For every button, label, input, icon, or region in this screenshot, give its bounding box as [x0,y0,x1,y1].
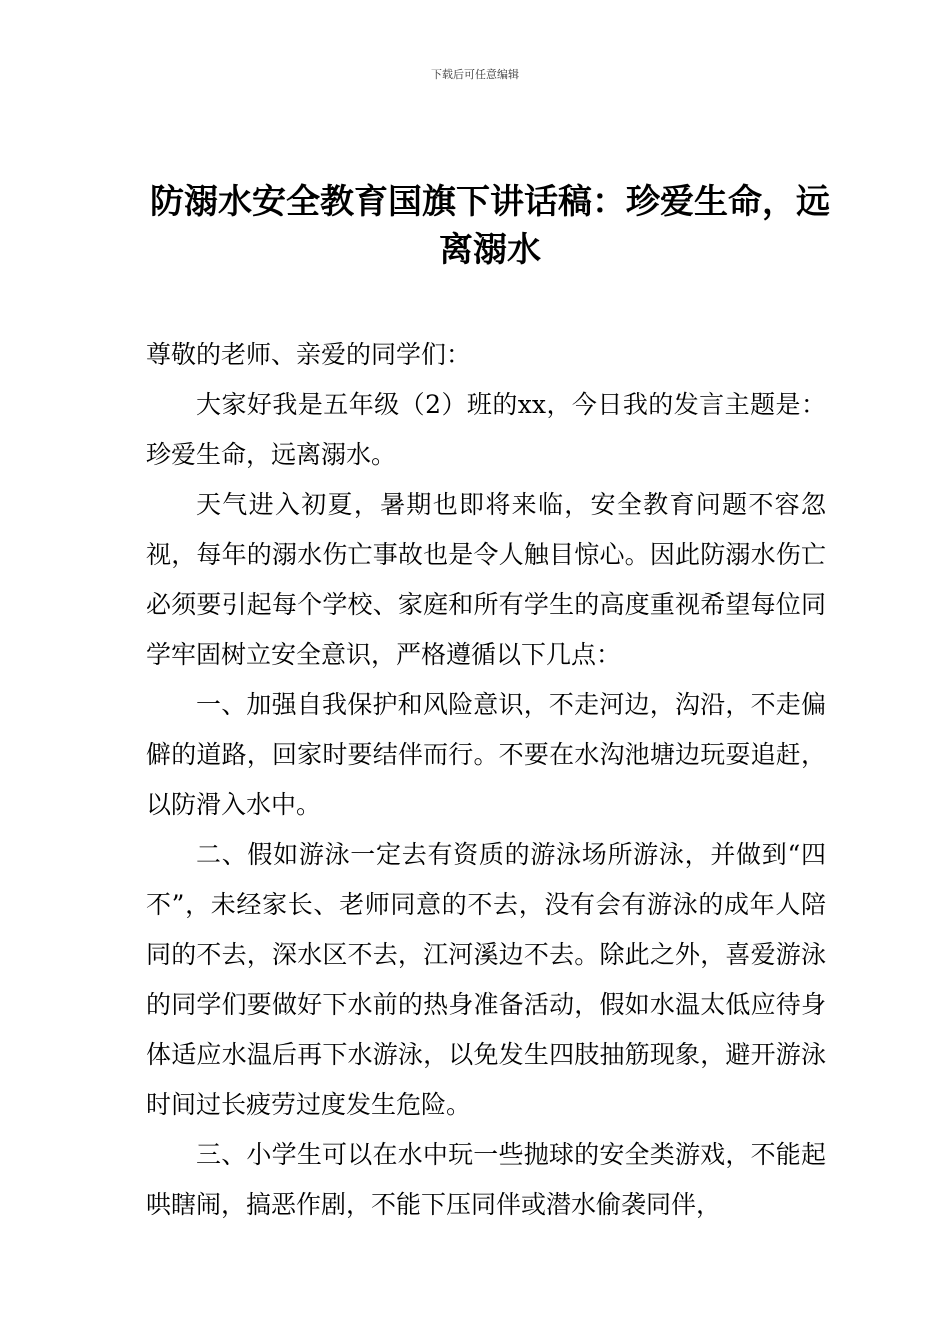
paragraph-intro: 大家好我是五年级（2）班的xx，今日我的发言主题是：珍爱生命，远离溺水。 [146,390,826,469]
paragraph-point-1: 一、加强自我保护和风险意识，不走河边，沟沿，不走偏僻的道路，回家时要结伴而行。不要在水沟池塘边玩耍追赶，以防滑入水中。 [146,690,826,819]
salutation: 尊敬的老师、亲爱的同学们： [146,340,472,369]
paragraph-point-2: 二、假如游泳一定去有资质的游泳场所游泳，并做到“四不”，未经家长、老师同意的不去，没有会有游泳的成年人陪同的不去，深水区不去，江河溪边不去。除此之外，喜爱游泳的同学们要做好下水前的热身准备活动，假如水温太低应待身体适应水温后再下水游泳，以免发生四肢抽筋现象，避开游泳时间过长疲劳过度发生危险。 [146,840,826,1119]
paragraph-point-3: 三、小学生可以在水中玩一些抛球的安全类游戏，不能起哄瞎闹，搞恶作剧，不能下压同伴或潜水偷袭同伴， [146,1140,826,1219]
header-note: 下载后可任意编辑 [431,68,519,81]
document-body [146,330,826,1230]
document-title: 防溺水安全教育国旗下讲话稿：珍爱生命，远离溺水 [150,182,830,270]
paragraph-context: 天气进入初夏，暑期也即将来临，安全教育问题不容忽视，每年的溺水伤亡事故也是令人触目惊心。因此防溺水伤亡必须要引起每个学校、家庭和所有学生的高度重视希望每位同学牢固树立安全意识，严格遵循以下几点： [146,490,826,669]
